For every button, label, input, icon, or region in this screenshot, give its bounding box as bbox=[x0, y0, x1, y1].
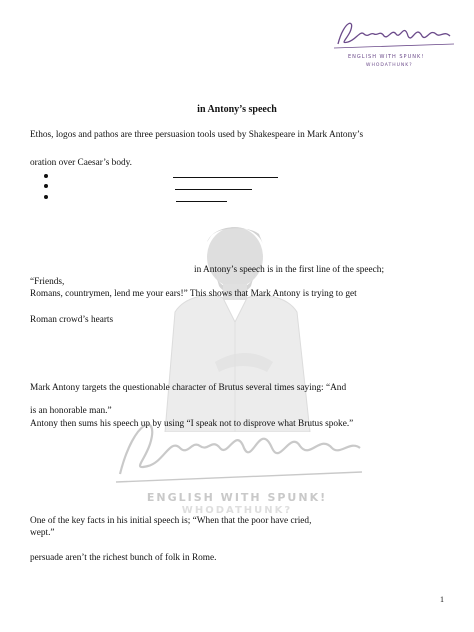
paragraph-line: wept.” bbox=[30, 528, 55, 538]
watermark-tagline: ENGLISH WITH SPUNK! bbox=[146, 491, 328, 504]
paragraph-line: in Antony’s speech is in the first line of the speech; bbox=[194, 265, 385, 275]
paragraph-line: is an honorable man.” bbox=[30, 406, 112, 416]
signature-logo-image bbox=[330, 14, 460, 54]
logo-tagline: ENGLISH WITH SPUNK! bbox=[348, 54, 425, 60]
blank-underline bbox=[176, 201, 227, 202]
watermark-subtagline: WHODATHUNK? bbox=[181, 505, 293, 516]
paragraph-line: Ethos, logos and pathos are three persuasion tools used by Shakespeare in Mark Antony’s bbox=[30, 130, 364, 140]
paragraph-line: Antony then sums his speech up by using “I speak not to disprove what Brutus spoke.” bbox=[30, 419, 354, 429]
document-title: in Antony’s speech bbox=[197, 104, 277, 115]
page-number: 1 bbox=[440, 595, 444, 604]
bullet-point bbox=[44, 195, 48, 199]
watermark-portrait-image bbox=[155, 222, 320, 432]
watermark-signature-image bbox=[110, 404, 370, 494]
paragraph-line: Roman crowd’s hearts bbox=[30, 315, 114, 325]
brand-logo bbox=[330, 14, 460, 74]
paragraph-line: persuade aren’t the richest bunch of folk in Rome. bbox=[30, 553, 217, 563]
bullet-point bbox=[44, 174, 48, 178]
paragraph-line: Romans, countrymen, lend me your ears!” This shows that Mark Antony is trying to get bbox=[30, 289, 357, 299]
logo-subtagline: WHODATHUNK? bbox=[366, 63, 413, 68]
paragraph-line: “Friends, bbox=[30, 277, 65, 287]
bullet-point bbox=[44, 184, 48, 188]
blank-underline bbox=[173, 177, 278, 178]
blank-underline bbox=[175, 189, 252, 190]
paragraph-line: One of the key facts in his initial speech is; “When that the poor have cried, bbox=[30, 516, 312, 526]
paragraph-line: Mark Antony targets the questionable character of Brutus several times saying: “And bbox=[30, 383, 347, 393]
paragraph-line: oration over Caesar’s body. bbox=[30, 158, 132, 168]
